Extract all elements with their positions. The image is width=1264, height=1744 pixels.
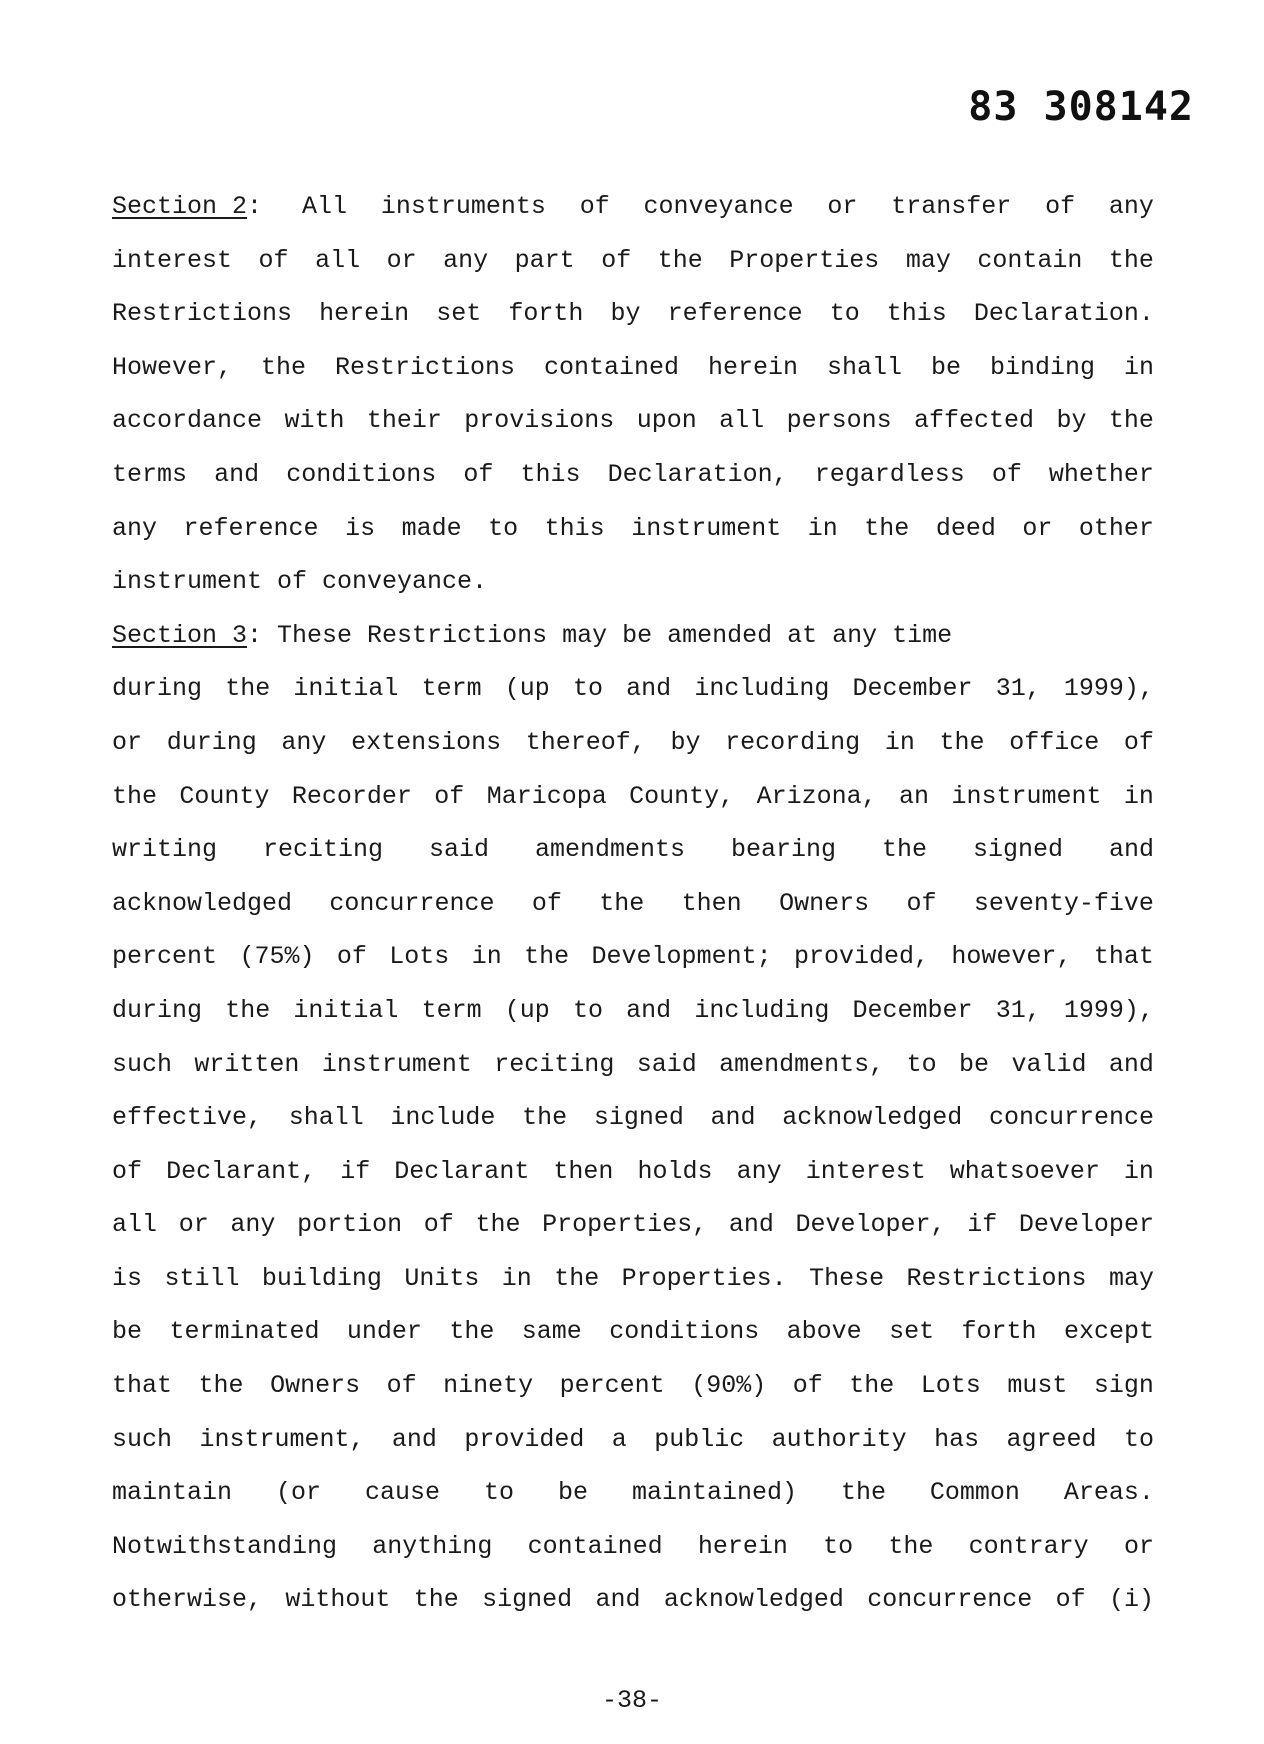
section-3-line: percent (75%) of Lots in the Development; provided, however, that [112, 942, 1154, 972]
section-2-line: Restrictions herein set forth by reference to this Declaration. [112, 299, 1154, 329]
section-3-line: such written instrument reciting said amendments, to be valid and [112, 1049, 1154, 1079]
section-2-line: accordance with their provisions upon all persons affected by the [112, 406, 1154, 436]
document-body [112, 180, 1154, 1627]
section-2-line: terms and conditions of this Declaration, regardless of whether [112, 459, 1154, 489]
section-2-first-line: Section 2 : All instruments of conveyance or transfer of any [112, 180, 1154, 234]
section-3-label: Section 3 [112, 620, 248, 650]
section-3-line: that the Owners of ninety percent (90%) of the Lots must sign [112, 1371, 1154, 1401]
section-3-line: is still building Units in the Properties. These Restrictions may [112, 1263, 1154, 1293]
section-2-label: Section 2 [112, 192, 248, 221]
section-3-line-0: : These Restrictions may be amended at any time [247, 620, 953, 650]
section-2-line: However, the Restrictions contained herein shall be binding in [112, 352, 1154, 382]
recording-number: 83 308142 [968, 84, 1194, 130]
section-3-first-line [112, 609, 1154, 663]
section-3-line: such instrument, and provided a public authority has agreed to [112, 1424, 1154, 1454]
section-2-line: instrument of conveyance. [112, 567, 488, 597]
section-3-line: the County Recorder of Maricopa County, Arizona, an instrument in [112, 781, 1154, 811]
section-3-line: of Declarant, if Declarant then holds any interest whatsoever in [112, 1156, 1154, 1186]
page-number: -38- [601, 1686, 662, 1715]
section-2-line: any reference is made to this instrument in the deed or other [112, 513, 1154, 543]
section-3-line: or during any extensions thereof, by recording in the office of [112, 727, 1154, 757]
section-3-line: Notwithstanding anything contained herein to the contrary or [112, 1531, 1154, 1561]
section-3-line: otherwise, without the signed and acknowledged concurrence of (i) [112, 1585, 1154, 1615]
section-3-line: acknowledged concurrence of the then Owners of seventy-five [112, 888, 1154, 918]
section-3-line: be terminated under the same conditions above set forth except [112, 1317, 1154, 1347]
section-3-line: during the initial term (up to and including December 31, 1999), [112, 674, 1154, 704]
section-2-line: interest of all or any part of the Properties may contain the [112, 245, 1154, 275]
section-3-line: all or any portion of the Properties, and Developer, if Developer [112, 1210, 1154, 1240]
section-3-line: writing reciting said amendments bearing the signed and [112, 835, 1154, 865]
section-2-line-0: All instruments of conveyance or transfer of any [302, 192, 1154, 221]
section-3-line: maintain (or cause to be maintained) the Common Areas. [112, 1478, 1154, 1508]
section-3-line: effective, shall include the signed and acknowledged concurrence [112, 1103, 1154, 1133]
section-3-line: during the initial term (up to and including December 31, 1999), [112, 995, 1154, 1025]
